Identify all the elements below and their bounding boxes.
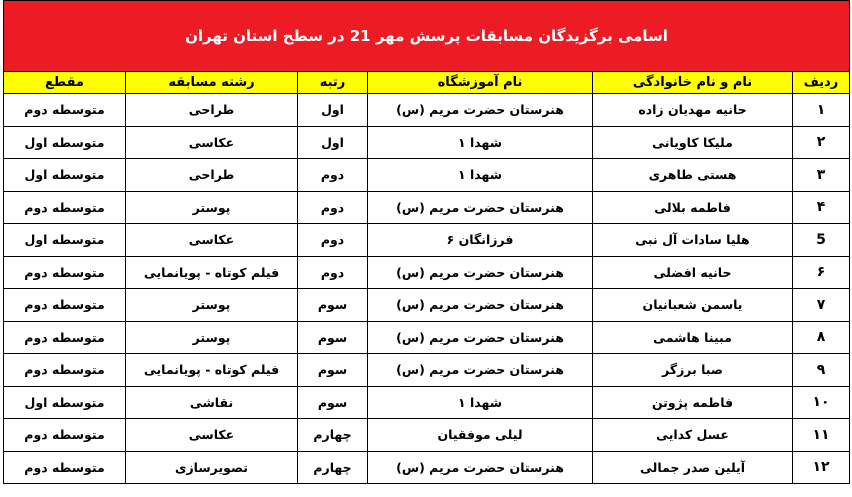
- cell-field: تصویرسازی: [126, 451, 298, 484]
- cell-school: فرزانگان ۶: [368, 224, 593, 257]
- cell-rank: چهارم: [298, 451, 368, 484]
- table-row: [4, 224, 850, 257]
- cell-rank: چهارم: [298, 419, 368, 452]
- cell-name: عسل کدایی: [593, 419, 793, 452]
- winners-sheet: [3, 0, 849, 484]
- cell-school: هنرستان حضرت مریم (س): [368, 94, 593, 127]
- cell-name: ملیکا کاویانی: [593, 126, 793, 159]
- winners-table: [3, 0, 850, 484]
- table-row: [4, 159, 850, 192]
- page-title: اسامی برگزیدگان مسابقات پرسش مهر 21 در سطح استان تهران: [4, 1, 850, 72]
- cell-row: ۳: [793, 159, 850, 192]
- header-level: مقطع: [4, 72, 126, 94]
- cell-field: طراحی: [126, 94, 298, 127]
- cell-level: متوسطه دوم: [4, 94, 126, 127]
- header-row-number: ردیف: [793, 72, 850, 94]
- cell-school: شهدا ۱: [368, 386, 593, 419]
- header-row: [4, 72, 850, 94]
- cell-row: ۱: [793, 94, 850, 127]
- cell-name: فاطمه پژوتن: [593, 386, 793, 419]
- cell-level: متوسطه دوم: [4, 321, 126, 354]
- cell-name: فاطمه بلالی: [593, 191, 793, 224]
- cell-school: لیلی موفقیان: [368, 419, 593, 452]
- cell-field: نقاشی: [126, 386, 298, 419]
- cell-row: ۷: [793, 289, 850, 322]
- cell-level: متوسطه اول: [4, 126, 126, 159]
- cell-name: هستی طاهری: [593, 159, 793, 192]
- cell-level: متوسطه دوم: [4, 256, 126, 289]
- cell-field: پوستر: [126, 321, 298, 354]
- header-rank: رتبه: [298, 72, 368, 94]
- cell-row: ۶: [793, 256, 850, 289]
- cell-row: ۱۰: [793, 386, 850, 419]
- cell-rank: دوم: [298, 224, 368, 257]
- table-row: [4, 256, 850, 289]
- cell-row: ۲: [793, 126, 850, 159]
- cell-rank: سوم: [298, 321, 368, 354]
- cell-rank: سوم: [298, 289, 368, 322]
- cell-rank: سوم: [298, 354, 368, 387]
- cell-school: هنرستان حضرت مریم (س): [368, 354, 593, 387]
- cell-field: عکاسی: [126, 224, 298, 257]
- table-row: [4, 419, 850, 452]
- cell-row: ۱۲: [793, 451, 850, 484]
- table-row: [4, 321, 850, 354]
- header-name: نام و نام خانوادگی: [593, 72, 793, 94]
- cell-rank: اول: [298, 94, 368, 127]
- cell-field: عکاسی: [126, 419, 298, 452]
- cell-row: ۸: [793, 321, 850, 354]
- cell-rank: دوم: [298, 191, 368, 224]
- cell-level: متوسطه اول: [4, 386, 126, 419]
- title-row: [4, 1, 850, 72]
- cell-name: حانیه افضلی: [593, 256, 793, 289]
- cell-row: ۹: [793, 354, 850, 387]
- cell-row: 5: [793, 224, 850, 257]
- cell-level: متوسطه دوم: [4, 451, 126, 484]
- cell-name: یاسمن شعبانیان: [593, 289, 793, 322]
- cell-rank: اول: [298, 126, 368, 159]
- cell-field: فیلم کوتاه - پویانمایی: [126, 256, 298, 289]
- cell-field: عکاسی: [126, 126, 298, 159]
- cell-field: پوستر: [126, 289, 298, 322]
- cell-school: شهدا ۱: [368, 126, 593, 159]
- cell-school: هنرستان حضرت مریم (س): [368, 191, 593, 224]
- table-row: [4, 126, 850, 159]
- cell-row: ۱۱: [793, 419, 850, 452]
- cell-level: متوسطه دوم: [4, 191, 126, 224]
- cell-level: متوسطه اول: [4, 159, 126, 192]
- cell-level: متوسطه دوم: [4, 289, 126, 322]
- cell-level: متوسطه اول: [4, 224, 126, 257]
- cell-rank: سوم: [298, 386, 368, 419]
- header-school: نام آموزشگاه: [368, 72, 593, 94]
- cell-name: آیلین صدر جمالی: [593, 451, 793, 484]
- cell-level: متوسطه دوم: [4, 354, 126, 387]
- cell-name: مبینا هاشمی: [593, 321, 793, 354]
- cell-name: حانیه مهدیان زاده: [593, 94, 793, 127]
- table-row: [4, 354, 850, 387]
- cell-rank: دوم: [298, 159, 368, 192]
- cell-level: متوسطه دوم: [4, 419, 126, 452]
- cell-school: هنرستان حضرت مریم (س): [368, 321, 593, 354]
- header-field: رشته مسابقه: [126, 72, 298, 94]
- cell-rank: دوم: [298, 256, 368, 289]
- cell-name: صبا برزگر: [593, 354, 793, 387]
- table-row: [4, 191, 850, 224]
- table-row: [4, 451, 850, 484]
- cell-row: ۴: [793, 191, 850, 224]
- cell-school: شهدا ۱: [368, 159, 593, 192]
- cell-school: هنرستان حضرت مریم (س): [368, 256, 593, 289]
- cell-name: هلیا سادات آل نبی: [593, 224, 793, 257]
- cell-field: پوستر: [126, 191, 298, 224]
- table-row: [4, 386, 850, 419]
- cell-field: طراحی: [126, 159, 298, 192]
- cell-school: هنرستان حضرت مریم (س): [368, 289, 593, 322]
- cell-school: هنرستان حضرت مریم (س): [368, 451, 593, 484]
- cell-field: فیلم کوتاه - پویانمایی: [126, 354, 298, 387]
- table-row: [4, 94, 850, 127]
- table-row: [4, 289, 850, 322]
